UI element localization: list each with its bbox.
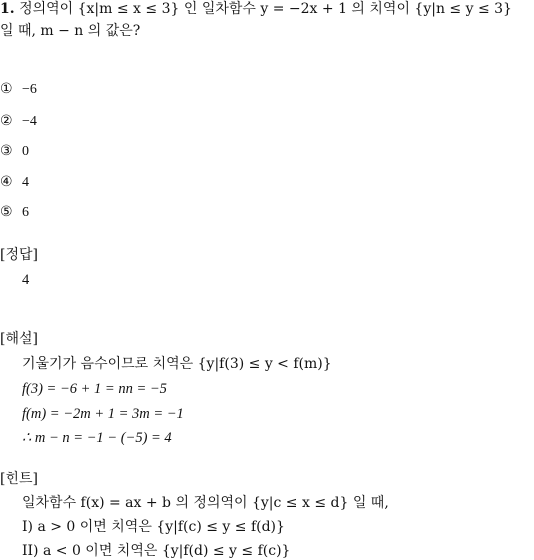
choice-value: −4 [22, 114, 37, 129]
choice-mark: ⑤ [0, 204, 13, 220]
choice-mark: ④ [0, 174, 13, 190]
explanation-line-2: f(3) = −6 + 1 = nn = −5 [22, 381, 167, 397]
choice-2[interactable] [0, 112, 37, 131]
question-text-1: 정의역이 {x|m ≤ x ≤ 3} 인 일차함수 y = −2x + 1 의 치역이 {y|n ≤ y ≤ 3} [19, 1, 512, 17]
choice-5[interactable] [0, 203, 29, 222]
explanation-header: [해설] [0, 331, 38, 347]
choice-mark: ② [0, 113, 13, 129]
choice-value: −6 [22, 82, 37, 97]
answer-header: [정답] [0, 247, 38, 263]
hint-line-1: 일차함수 f(x) = ax + b 의 정의역이 {y|c ≤ x ≤ d} 일 때, [22, 495, 389, 511]
explanation-line-3: f(m) = −2m + 1 = 3m = −1 [22, 406, 184, 422]
choice-value: 0 [22, 144, 29, 159]
answer-value: 4 [22, 272, 30, 288]
choice-mark: ① [0, 81, 13, 97]
choice-1[interactable] [0, 80, 37, 99]
choice-value: 6 [22, 205, 29, 220]
choice-value: 4 [22, 175, 29, 190]
question-line-2: 일 때, m − n 의 값은? [0, 23, 141, 39]
question-number: 1. [0, 1, 15, 17]
hint-line-3: II) a < 0 이면 치역은 {y|f(d) ≤ y ≤ f(c)} [22, 543, 291, 559]
choice-4[interactable] [0, 173, 29, 192]
hint-line-2: I) a > 0 이면 치역은 {y|f(c) ≤ y ≤ f(d)} [22, 519, 285, 535]
hint-header: [힌트] [0, 471, 38, 487]
explanation-line-1: 기울기가 음수이므로 치역은 {y|f(3) ≤ y < f(m)} [22, 356, 332, 372]
explanation-line-4: ∴ m − n = −1 − (−5) = 4 [22, 430, 172, 446]
question-line-1 [0, 0, 512, 18]
choice-mark: ③ [0, 143, 13, 159]
choice-3[interactable] [0, 142, 29, 161]
